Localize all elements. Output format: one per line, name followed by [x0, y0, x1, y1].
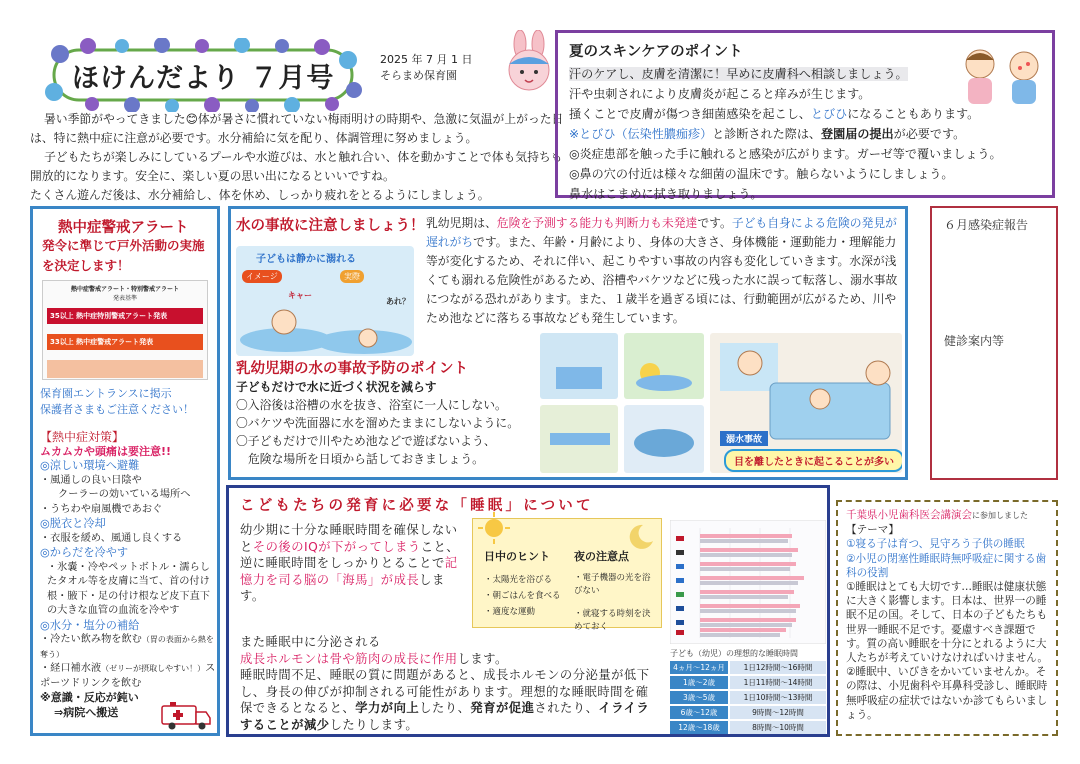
night-cautions-list: [574, 572, 656, 634]
age-cell: 12歳〜18歳: [670, 721, 728, 734]
impetigo-text: とびひ: [810, 107, 848, 121]
table-row: [670, 661, 826, 674]
measure-note: （ゼリーが摂取しやすい！）: [101, 664, 206, 673]
measure-heading: ◎からだを冷やす: [40, 546, 129, 559]
alert-chart-sub: 発表基準: [112, 295, 137, 302]
ideal-sleep-table: [670, 648, 826, 736]
sleep-comparison-chart: [670, 520, 826, 644]
hours-cell: 1日10時間〜13時間: [730, 691, 826, 704]
drowning-caption: 子どもは静かに溺れる: [256, 254, 356, 265]
prevention-item: 〇子どもだけで川やため池などで遊ばないよう、: [236, 434, 496, 448]
age-cell: 3歳〜5歳: [670, 691, 728, 704]
skincare-line: ◎鼻の穴の付近は様々な細菌の温床です。触らないようにしましょう。: [569, 167, 954, 181]
date-text: 2025 年 7 月 1 日: [380, 53, 473, 66]
water-text-highlight: 子ども自身による危険の発見が遅れがち: [426, 216, 897, 249]
sleep-text-part: また睡眠中に分泌される: [240, 635, 381, 649]
measure-note: （胃の表面から熱を奪う）: [40, 635, 214, 659]
sleep-text-part: したり、: [419, 701, 471, 715]
sleep-text-part: します。: [240, 572, 445, 603]
lecture-title: 千葉県小児歯科医会講演会: [846, 509, 972, 521]
sleep-text-top: [240, 522, 468, 605]
impetigo-note: ※とびひ（伝染性膿痂疹）: [569, 127, 713, 141]
hint-item: ・朝ごはんを食べる: [484, 591, 561, 601]
prevention-lead: 子どもだけで水に近づく状況を減らす: [236, 380, 437, 394]
hint-item: ・適度な運動: [484, 607, 536, 617]
sleep-text-part: されたり、: [534, 701, 599, 715]
sleep-text-highlight: その後のIQが下がってしまう: [252, 539, 421, 554]
image-label: イメージ: [242, 270, 282, 283]
drowning-warning: 目を離したときに起こることが多い: [724, 449, 902, 472]
drowning-illustration: [236, 246, 414, 356]
table-row: [670, 706, 826, 719]
bath-drowning-illustration: [710, 333, 902, 473]
skincare-line-part: と診断された際は、: [712, 127, 822, 141]
skincare-title: 夏のスキンケアのポイント: [569, 44, 743, 60]
water-safety-title: 水の事故に注意しましょう！: [236, 218, 425, 234]
drowning-children-icon: [236, 286, 414, 356]
issue-date: [380, 52, 472, 84]
measure-item: スポーツドリンクを飲む: [40, 663, 216, 689]
water-text-highlight: 危険を予測する能力も判断力も未発達: [496, 216, 698, 230]
measure-item: ・氷嚢・冷やペットボトル・濡らしたタオル等を皮膚に当て、首の付け根・腋下・足の付け根など皮下直下の大きな血管の血流を冷やす: [47, 561, 210, 616]
skincare-body: [569, 64, 1002, 204]
prevention-item: 危険な場所を日頃から話しておきましょう。: [248, 452, 484, 466]
water-prevention-title: 乳幼児期の水の事故予防のポイント: [236, 361, 468, 377]
emergency-action: ⇒病院へ搬送: [54, 705, 119, 719]
heat-alert-subtitle: 発令に準じて戸外活動の実施を決定します！: [42, 238, 205, 273]
hours-cell: 8時間〜10時間: [730, 721, 826, 734]
age-cell: 1歳〜2歳: [670, 676, 728, 689]
measures-warning: ムカムカや頭痛は要注意!!: [40, 444, 172, 458]
school-name: そらまめ保育園: [380, 69, 457, 82]
heat-notice-line: 保護者さまもご注意ください！: [40, 403, 194, 416]
measures-title: 【熱中症対策】: [40, 430, 125, 444]
scratching-children-icon: [958, 44, 1050, 108]
rabbit-mascot-icon: [500, 30, 558, 94]
sleep-text-part: したりします。: [329, 717, 419, 732]
sleep-text-highlight: 成長ホルモンは骨や筋肉の成長に作用: [240, 651, 458, 666]
lecture-body: ①睡眠はとても大切です…睡眠は健康状態に大きく影響します。日本は、世界一の睡眠不足の国。そして、日本の子どもたちも世界一睡眠不足です。憂慮すべき課題です。質の高い睡眠を十分にとれるように大人たちが考えていけなければいけません。②睡眠中、いびきをかいていませんか。その際は、小児歯科や耳鼻科受診し、睡眠時無呼吸症の症状ではないか診てもらいましょう。: [846, 581, 1048, 721]
drowning-badge: 溺水事故: [720, 431, 768, 446]
hours-cell: 1日12時間〜16時間: [730, 661, 826, 674]
theme-item: ①寝る子は育つ、見守ろう子供の睡眠: [846, 538, 1025, 551]
caution-item: ・電子機器の光を浴びない: [574, 573, 651, 596]
alert-33: 33以上 熱中症警戒アラート発表: [47, 334, 203, 350]
dentist-lecture-text: [846, 508, 1054, 722]
water-text-part: 乳幼児期は、: [426, 216, 497, 230]
measure-item: ・冷たい飲み物を飲む: [40, 634, 142, 645]
sun-icon: [477, 511, 511, 545]
sleep-text-bottom: [240, 634, 660, 733]
sleep-text-part: します。: [457, 651, 508, 666]
sleep-title: こどもたちの発育に必要な「睡眠」について: [240, 498, 594, 514]
infection-report-body: 健診案内等: [944, 334, 1005, 348]
measure-heading: ◎脱衣と冷却: [40, 517, 106, 530]
alert-chart-title: 熱中症警戒アラート・特別警戒アラート: [70, 286, 179, 293]
skincare-line: 汗や虫刺されにより皮膚炎が起こると痒みが生じます。: [569, 87, 871, 101]
emergency-warning: ※意識・反応が鈍い: [40, 691, 139, 704]
bathtub-icon: [710, 333, 902, 443]
hint-item: ・太陽光を浴びる: [484, 575, 553, 585]
sleep-text-highlight: 記憶力を司る脳の「海馬」が成長: [240, 556, 458, 587]
age-cell: 6歳〜12歳: [670, 706, 728, 719]
sleep-text-part: 睡眠時間不足、睡眠の質に問題があると、成長ホルモンの分泌量が低下し、身長の伸びが抑制される可能性があります。理想的な睡眠時間を確保できるとなると、: [240, 668, 650, 715]
sleep-text-bold: 発育が促進: [470, 701, 535, 715]
ambulance-icon: [160, 700, 212, 730]
age-cell: 4ヵ月〜12ヵ月: [670, 661, 728, 674]
sleep-text-bold: イライラすることが減少: [240, 701, 650, 732]
intro-paragraph: 子どもたちが楽しみにしているプールや水遊びは、水と触れ合い、体を動かすことで体も気持ちも開放的になります。安全に、楽しい夏の思い出になるといいですね。: [30, 150, 563, 183]
water-text-part: です。: [697, 216, 732, 230]
scream-text: キャー: [288, 291, 312, 300]
measure-item: ・衣服を緩め、風通し良くする: [40, 532, 183, 544]
alert-35: 35以上 熱中症特別警戒アラート発表: [47, 308, 203, 324]
night-cautions-title: 夜の注意点: [574, 550, 629, 563]
theme-label: 【テーマ】: [846, 524, 899, 537]
caution-item: ・就寝する時刻を決めておく: [574, 609, 651, 632]
sleep-text-bold: 学力が向上: [355, 701, 420, 715]
skincare-line: ◎炎症患部を触った手に触れると感染が広がります。ガーゼ等で覆いましょう。: [569, 147, 1002, 161]
lecture-title-note: に参加しました: [972, 511, 1028, 520]
prevention-item: 〇バケツや洗面器に水を溜めたままにしないように。: [236, 416, 520, 430]
measure-heading: ◎涼しい環境へ避難: [40, 459, 140, 472]
hours-cell: 1日11時間〜14時間: [730, 676, 826, 689]
sleep-text-part: こと、逆に睡眠時間をしっかりとることで: [240, 539, 460, 570]
prevention-item: 〇入浴後は浴槽の水を抜き、浴室に一人にしない。: [236, 398, 507, 412]
moon-icon: [623, 521, 657, 549]
water-text-part: です。また、年齢・月齢により、身体の大きさ、身体機能・運動能力・理解能力等が変化するため、それに伴い、起こりやすい事故の内容も変化していきます。水深が浅くても溺れる危険性があるため、浴槽やバケツなどに残った水に誤って転落し、溺水事故につながる恐れがあります。また、１歳半を過ぎる頃には、行動範囲が広がるため、川やため池などに落ちる事故なども発生しています。: [426, 235, 898, 325]
water-hazard-scenes-icon: [540, 333, 704, 473]
measure-item: ・風通しの良い日陰や: [40, 474, 142, 486]
measure-heading: ◎水分・塩分の補給: [40, 618, 140, 632]
intro-text: [30, 110, 565, 205]
heat-measures: [40, 430, 216, 720]
measure-item: ・経口補水液: [40, 663, 102, 674]
page-title: ほけんだより ７月号: [72, 63, 335, 94]
hours-cell: 9時間〜12時間: [730, 706, 826, 719]
water-safety-text: [426, 214, 902, 328]
ideal-sleep-table-title: 子ども（幼児）の理想的な睡眠時間: [670, 649, 798, 658]
measure-item: ・うちわや扇風機であおぐ: [40, 503, 163, 515]
table-row: [670, 676, 826, 689]
water-prevention-list: [236, 378, 519, 468]
table-row: [670, 691, 826, 704]
skincare-line-part: が必要です。: [893, 127, 966, 141]
skincare-line: 汗のケアし、皮膚を清潔に！早めに皮膚科へ相談しましょう。: [569, 67, 908, 81]
table-row: [670, 721, 826, 734]
attendance-form-text: 登園届の提出: [821, 127, 894, 141]
reality-label: 実際: [340, 270, 364, 283]
heat-alert-chart: [42, 280, 208, 380]
sleep-text-part: 幼少期に十分な睡眠時間を確保しないと: [240, 523, 458, 554]
daytime-hints-list: [484, 572, 561, 620]
intro-paragraph: 暑い季節がやってきました😊体が暑さに慣れていない梅雨明けの時期や、急激に気温が上がった日は、特に熱中症に注意が必要です。水分補給に気を配り、体調管理に努めましょう。: [30, 112, 564, 145]
skincare-line-part: になることもあります。: [847, 107, 980, 121]
heat-alert-title: 熱中症警戒アラート: [58, 220, 189, 236]
infection-report-title: ６月感染症報告: [944, 218, 1029, 232]
heat-notice-line: 保育園エントランスに掲示: [40, 387, 172, 400]
daytime-hints-title: 日中のヒント: [484, 550, 550, 563]
heat-notice: [40, 386, 194, 418]
skincare-line: 鼻水はこまめに拭き取りましょう。: [569, 187, 763, 201]
theme-item: ②小児の閉塞性睡眠時無呼吸症に関する歯科の役割: [846, 552, 1047, 579]
intro-paragraph: たくさん遊んだ後は、水分補給し、体を休め、しっかり疲れをとるようにしましょう。: [30, 188, 490, 202]
measure-item: クーラーの効いている場所へ: [58, 489, 191, 500]
question-text: あれ？: [386, 297, 410, 306]
skincare-line-part: 掻くことで皮膚が傷つき細菌感染を起こし、: [569, 107, 811, 121]
